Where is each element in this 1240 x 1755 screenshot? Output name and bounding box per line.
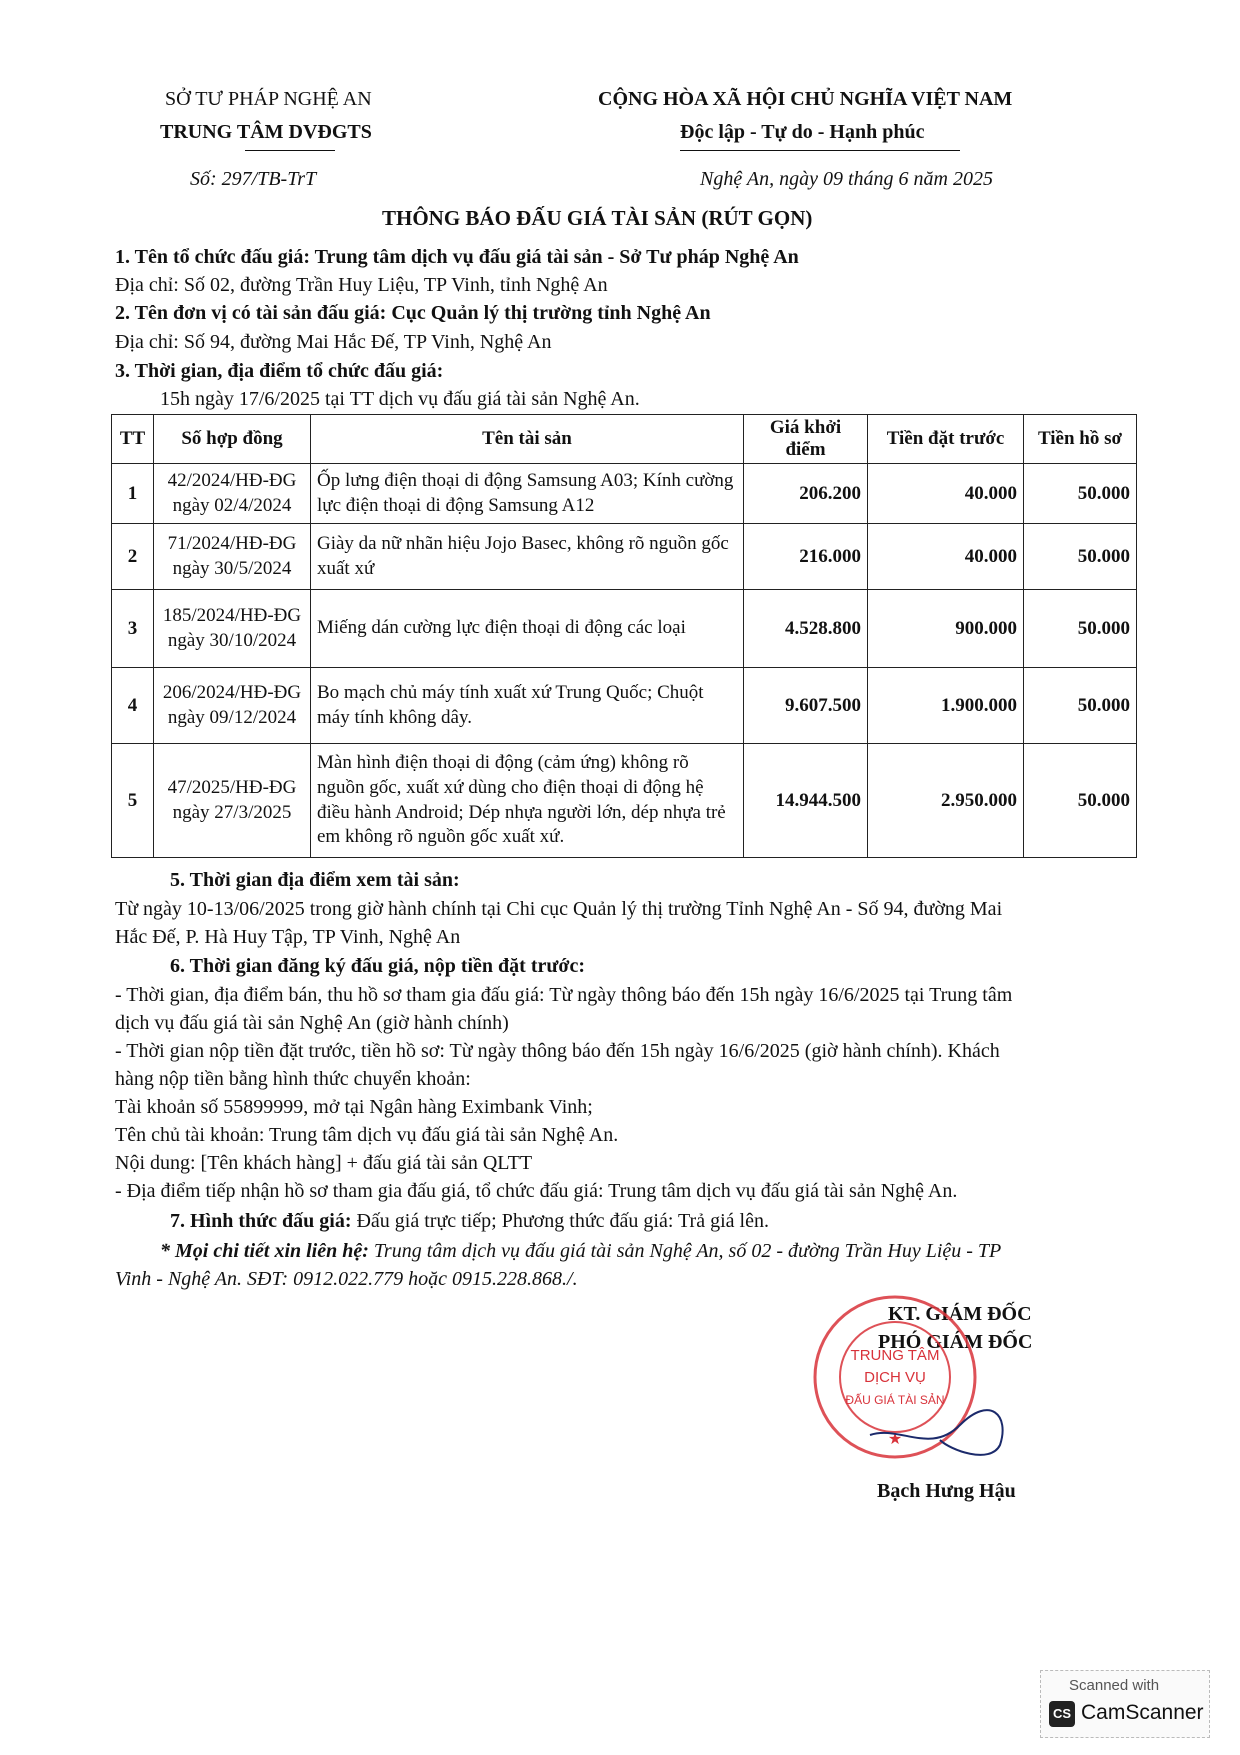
section2-heading: 2. Tên đơn vị có tài sản đấu giá: Cục Quản lý thị trường tỉnh Nghệ An [115, 302, 711, 324]
row-tt: 5 [112, 744, 154, 858]
contract-date: ngày 27/3/2025 [172, 801, 292, 823]
section7-heading: 7. Hình thức đấu giá: [170, 1210, 352, 1232]
section1-heading: 1. Tên tổ chức đấu giá: Trung tâm dịch vụ đấu giá tài sản - Sở Tư pháp Nghệ An [115, 246, 799, 268]
row-deposit: 2.950.000 [868, 744, 1024, 858]
signature-title-2: PHÓ GIÁM ĐỐC [878, 1331, 1033, 1353]
row-deposit: 40.000 [868, 464, 1024, 524]
contact-line2: Vinh - Nghệ An. SĐT: 0912.022.779 hoặc 0915.228.868./. [115, 1268, 578, 1290]
col-header: Tên tài sản [311, 415, 744, 464]
row-fee: 50.000 [1024, 464, 1137, 524]
row-asset-name: Bo mạch chủ máy tính xuất xứ Trung Quốc; Chuột máy tính không dây. [311, 668, 744, 744]
section6-line: - Địa điểm tiếp nhận hồ sơ tham gia đấu giá, tổ chức đấu giá: Trung tâm dịch vụ đấu giá tài sản Nghệ An. [115, 1180, 958, 1202]
table-row [112, 668, 1137, 744]
row-tt: 3 [112, 590, 154, 668]
row-contract [154, 590, 311, 668]
section2-address: Địa chỉ: Số 94, đường Mai Hắc Đế, TP Vinh, Nghệ An [115, 331, 552, 353]
section6-line: dịch vụ đấu giá tài sản Nghệ An (giờ hành chính) [115, 1012, 509, 1034]
document-number: Số: 297/TB-TrT [190, 168, 317, 190]
row-tt: 1 [112, 464, 154, 524]
section7 [170, 1210, 1210, 1233]
section1-address: Địa chỉ: Số 02, đường Trần Huy Liệu, TP Vinh, tỉnh Nghệ An [115, 274, 608, 296]
section3-heading: 3. Thời gian, địa điểm tổ chức đấu giá: [115, 360, 444, 382]
table-row [112, 524, 1137, 590]
contract-number: 42/2024/HĐ-ĐG [167, 469, 297, 491]
asset-table [111, 414, 1137, 858]
table-header-row [112, 415, 1137, 464]
stamp-star-icon: ★ [887, 1431, 903, 1448]
section6-line: Tài khoản số 55899999, mở tại Ngân hàng Eximbank Vinh; [115, 1096, 593, 1118]
row-fee: 50.000 [1024, 668, 1137, 744]
row-contract [154, 464, 311, 524]
country-name: CỘNG HÒA XÃ HỘI CHỦ NGHĨA VIỆT NAM [598, 88, 1013, 110]
contact-line1 [160, 1240, 1200, 1263]
contract-number: 185/2024/HĐ-ĐG [162, 604, 302, 626]
contract-date: ngày 09/12/2024 [167, 706, 297, 728]
col-header: Tiền đặt trước [868, 415, 1024, 464]
motto: Độc lập - Tự do - Hạnh phúc [680, 121, 925, 143]
col-header: Tiền hồ sơ [1024, 415, 1137, 464]
table-row [112, 744, 1137, 858]
col-header: Số hợp đồng [154, 415, 311, 464]
row-contract [154, 668, 311, 744]
contract-number: 71/2024/HĐ-ĐG [167, 532, 297, 554]
handwritten-signature [860, 1395, 1020, 1475]
section5-line1: Từ ngày 10-13/06/2025 trong giờ hành chính tại Chi cục Quản lý thị trường Tỉnh Nghệ An - Số 94, đường Mai [115, 898, 1003, 920]
contract-number: 47/2025/HĐ-ĐG [167, 776, 297, 798]
row-fee: 50.000 [1024, 590, 1137, 668]
col-header: Giá khởi điểm [744, 415, 868, 464]
stamp-text-1: TRUNG TÂM [850, 1347, 940, 1364]
row-tt: 4 [112, 668, 154, 744]
row-start-price: 9.607.500 [744, 668, 868, 744]
contact-text: Trung tâm dịch vụ đấu giá tài sản Nghệ An, số 02 - đường Trần Huy Liệu - TP [368, 1240, 1002, 1262]
center-name: TRUNG TÂM DVĐGTS [160, 121, 372, 143]
row-start-price: 216.000 [744, 524, 868, 590]
section3-detail: 15h ngày 17/6/2025 tại TT dịch vụ đấu giá tài sản Nghệ An. [160, 388, 640, 410]
table-row [112, 590, 1137, 668]
section5-heading: 5. Thời gian địa điểm xem tài sản: [170, 869, 460, 891]
agency-name: SỞ TƯ PHÁP NGHỆ AN [165, 88, 372, 110]
contract-number: 206/2024/HĐ-ĐG [162, 681, 302, 703]
camscanner-brand: CamScanner [1081, 1701, 1204, 1724]
camscanner-watermark [1040, 1670, 1210, 1738]
row-start-price: 206.200 [744, 464, 868, 524]
contact-label: * Mọi chi tiết xin liên hệ: [160, 1240, 369, 1262]
stamp-text-3: ĐẤU GIÁ TÀI SẢN [845, 1393, 945, 1407]
camscanner-logo-icon: CS [1049, 1701, 1075, 1727]
stamp-text-2: DỊCH VỤ [864, 1369, 926, 1386]
section6-line: Tên chủ tài khoản: Trung tâm dịch vụ đấu giá tài sản Nghệ An. [115, 1124, 619, 1146]
row-fee: 50.000 [1024, 744, 1137, 858]
row-asset-name: Ốp lưng điện thoại di động Samsung A03; Kính cường lực điện thoại di động Samsung A12 [311, 464, 744, 524]
section6-heading: 6. Thời gian đăng ký đấu giá, nộp tiền đặt trước: [170, 955, 585, 977]
section6-line: - Thời gian, địa điểm bán, thu hồ sơ tham gia đấu giá: Từ ngày thông báo đến 15h ngày 16/6/2025 tại Trung tâm [115, 984, 1013, 1006]
contract-date: ngày 30/10/2024 [167, 629, 297, 651]
header-divider-left [245, 150, 335, 151]
scanned-with-label: Scanned with [1069, 1677, 1160, 1694]
row-contract [154, 744, 311, 858]
page-title: THÔNG BÁO ĐẤU GIÁ TÀI SẢN (RÚT GỌN) [382, 206, 813, 230]
section6-line: hàng nộp tiền bằng hình thức chuyển khoản: [115, 1068, 471, 1090]
col-header: TT [112, 415, 154, 464]
section5-line2: Hắc Đế, P. Hà Huy Tập, TP Vinh, Nghệ An [115, 926, 461, 948]
header-divider-right [680, 150, 960, 151]
row-deposit: 40.000 [868, 524, 1024, 590]
issue-date: Nghệ An, ngày 09 tháng 6 năm 2025 [700, 168, 993, 190]
row-asset-name: Giày da nữ nhãn hiệu Jojo Basec, không rõ nguồn gốc xuất xứ [311, 524, 744, 590]
table-row [112, 464, 1137, 524]
signature-title-1: KT. GIÁM ĐỐC [888, 1303, 1032, 1325]
contract-date: ngày 02/4/2024 [172, 494, 292, 516]
row-start-price: 14.944.500 [744, 744, 868, 858]
row-fee: 50.000 [1024, 524, 1137, 590]
section6-line: - Thời gian nộp tiền đặt trước, tiền hồ sơ: Từ ngày thông báo đến 15h ngày 16/6/2025 (giờ hành chính). Khách [115, 1040, 1000, 1062]
section7-detail: Đấu giá trực tiếp; Phương thức đấu giá: Trả giá lên. [351, 1210, 769, 1232]
row-deposit: 900.000 [868, 590, 1024, 668]
row-start-price: 4.528.800 [744, 590, 868, 668]
row-asset-name: Màn hình điện thoại di động (cảm ứng) không rõ nguồn gốc, xuất xứ dùng cho điện thoại di động hệ điều hành Android; Dép nhựa người lớn, dép nhựa trẻ em không rõ nguồn gốc xuất xứ. [311, 744, 744, 858]
row-deposit: 1.900.000 [868, 668, 1024, 744]
row-tt: 2 [112, 524, 154, 590]
row-contract [154, 524, 311, 590]
section6-line: Nội dung: [Tên khách hàng] + đấu giá tài sản QLTT [115, 1152, 533, 1174]
contract-date: ngày 30/5/2024 [172, 557, 292, 579]
signer-name: Bạch Hưng Hậu [877, 1480, 1016, 1502]
row-asset-name: Miếng dán cường lực điện thoại di động các loại [311, 590, 744, 668]
